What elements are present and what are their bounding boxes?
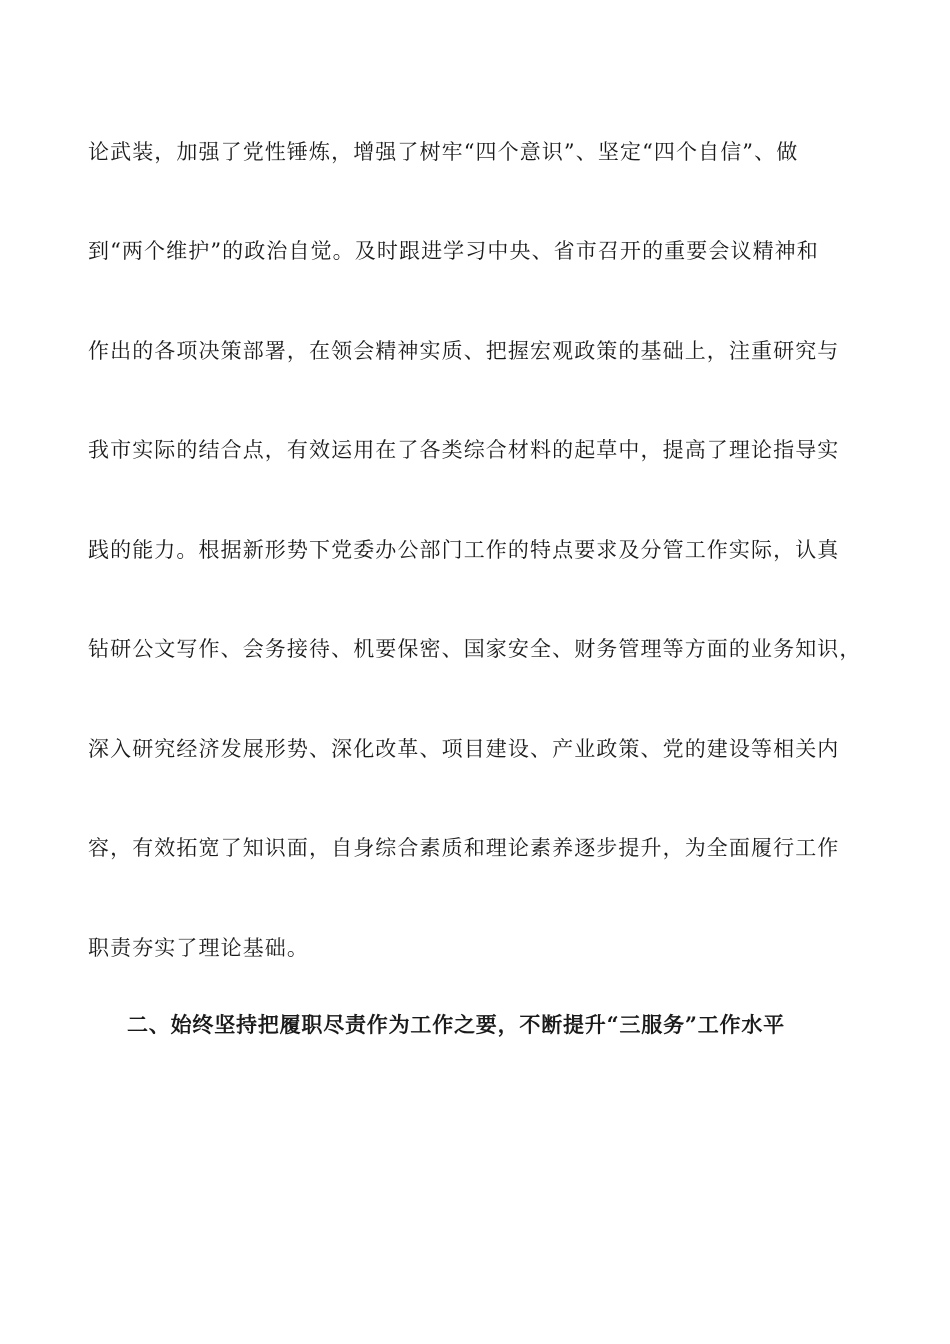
section-heading: 二、始终坚持把履职尽责作为工作之要，不断提升“三服务”工作水平 <box>127 1012 785 1037</box>
paragraph-line-8: 容，有效拓宽了知识面，自身综合素质和理论素养逐步提升，为全面履行工作 <box>88 836 840 860</box>
paragraph-line-9: 职责夯实了理论基础。 <box>88 936 309 960</box>
paragraph-line-6: 钻研公文写作、会务接待、机要保密、国家安全、财务管理等方面的业务知识， <box>88 637 862 661</box>
paragraph-line-7: 深入研究经济发展形势、深化改革、项目建设、产业政策、党的建设等相关内 <box>88 737 840 761</box>
paragraph-line-3: 作出的各项决策部署，在领会精神实质、把握宏观政策的基础上，注重研究与 <box>88 339 840 363</box>
paragraph-line-5: 践的能力。根据新形势下党委办公部门工作的特点要求及分管工作实际，认真 <box>88 538 840 562</box>
paragraph-line-1: 论武装，加强了党性锤炼，增强了树牢“四个意识”、坚定“四个自信”、做 <box>88 140 799 164</box>
paragraph-line-2: 到“两个维护”的政治自觉。及时跟进学习中央、省市召开的重要会议精神和 <box>88 239 819 263</box>
paragraph-line-4: 我市实际的结合点，有效运用在了各类综合材料的起草中，提高了理论指导实 <box>88 438 840 462</box>
